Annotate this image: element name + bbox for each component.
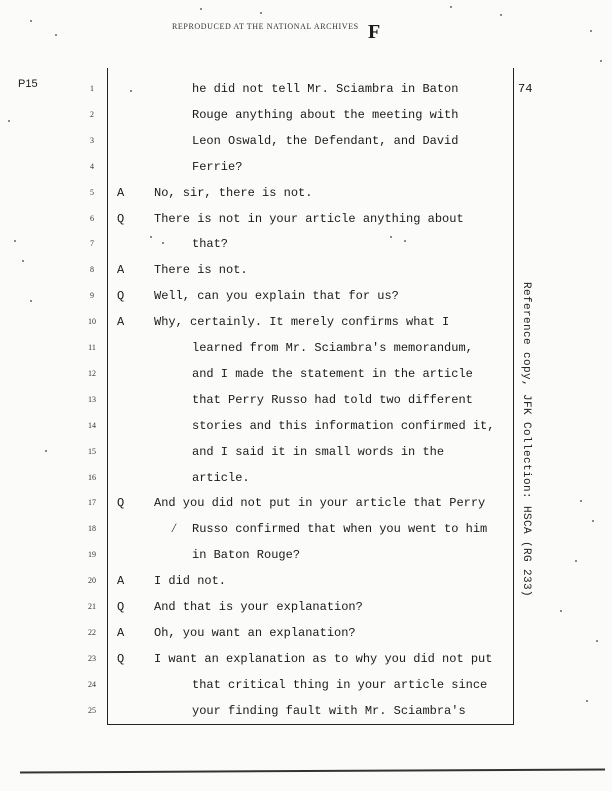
transcript-line: There is not. <box>154 263 248 278</box>
speckle <box>600 60 602 62</box>
speckle <box>150 236 152 238</box>
speckle <box>575 560 577 562</box>
line-number: 8 <box>90 265 94 275</box>
transcript-line: Ferrie? <box>192 159 243 174</box>
speckle <box>22 260 24 262</box>
line-number: 9 <box>90 291 94 301</box>
margin-mark: / <box>172 520 176 535</box>
line-number: 25 <box>88 705 96 715</box>
speckle <box>596 640 598 642</box>
transcript-line: Why, certainly. It merely confirms what I <box>154 315 450 330</box>
transcript-line: I did not. <box>154 574 227 589</box>
line-number: 18 <box>88 524 96 534</box>
speaker-label: Q <box>117 289 125 304</box>
speckle <box>592 520 594 522</box>
speckle <box>450 6 452 8</box>
transcript-line: your finding fault with Mr. Sciambra's <box>192 703 466 718</box>
line-number: 1 <box>90 84 94 93</box>
line-number: 5 <box>90 187 94 197</box>
line-number: 23 <box>88 653 96 663</box>
page-id: P15 <box>18 78 38 90</box>
speckle <box>45 450 47 452</box>
speckle <box>14 240 16 242</box>
line-number: 16 <box>88 472 96 482</box>
line-number: 7 <box>90 239 94 249</box>
transcript-line: stories and this information confirmed it, <box>192 418 495 433</box>
speckle <box>586 700 588 702</box>
transcript-line: Leon Oswald, the Defendant, and David <box>192 133 459 148</box>
transcript-line: No, sir, there is not. <box>154 185 313 200</box>
transcript-line: I want an explanation as to why you did not put <box>154 651 493 666</box>
transcript-line: And that is your explanation? <box>154 600 363 614</box>
line-number: 3 <box>90 135 94 145</box>
transcript-line: There is not in your article anything about <box>154 211 464 226</box>
speckle <box>8 120 10 122</box>
transcript-line: in Baton Rouge? <box>192 548 301 563</box>
speckle <box>580 500 582 502</box>
transcript-line: article. <box>192 470 250 485</box>
line-number: 12 <box>88 368 96 378</box>
speaker-label: A <box>117 185 125 200</box>
line-number: 21 <box>88 602 96 611</box>
speckle <box>200 8 202 10</box>
transcript-line: and I said it in small words in the <box>192 444 445 459</box>
page-number: 74 <box>518 82 533 96</box>
archive-header: REPRODUCED AT THE NATIONAL ARCHIVES <box>172 22 359 31</box>
speaker-label: A <box>117 263 125 278</box>
transcript-line: Well, can you explain that for us? <box>154 289 399 304</box>
line-number: 20 <box>88 576 96 586</box>
line-number: 17 <box>88 498 96 508</box>
transcript-line: Oh, you want an explanation? <box>154 625 356 640</box>
speckle <box>162 242 164 244</box>
speckle <box>404 240 406 242</box>
speaker-label: Q <box>117 496 125 511</box>
line-number: 14 <box>88 420 96 430</box>
speckle <box>30 20 32 22</box>
speckle <box>130 90 132 92</box>
archive-header-mark: F <box>368 21 381 43</box>
speaker-label: Q <box>117 600 125 614</box>
speckle <box>30 300 32 302</box>
line-number: 4 <box>90 161 94 171</box>
transcript-line: that Perry Russo had told two different <box>192 392 473 407</box>
speckle <box>55 34 57 36</box>
transcript-line: that critical thing in your article since <box>192 677 488 692</box>
transcript-line: Rouge anything about the meeting with <box>192 107 459 122</box>
bottom-rule <box>20 768 605 773</box>
speaker-label: Q <box>117 211 125 226</box>
transcript-line: learned from Mr. Sciambra's memorandum, <box>192 341 473 355</box>
speckle <box>590 30 592 32</box>
line-number: 15 <box>88 446 96 456</box>
reference-copy-stamp: Reference copy, JFK Collection: HSCA (RG 233) <box>520 282 532 598</box>
line-number: 13 <box>88 394 96 404</box>
transcript-line: and I made the statement in the article <box>192 366 473 381</box>
speaker-label: A <box>117 315 125 330</box>
transcript-line: he did not tell Mr. Sciambra in Baton <box>192 82 459 96</box>
line-number: 24 <box>88 679 96 689</box>
transcript-line: that? <box>192 237 229 252</box>
speckle <box>260 12 262 14</box>
line-number: 11 <box>88 343 96 352</box>
speaker-label: Q <box>117 651 125 666</box>
line-number: 6 <box>90 213 94 223</box>
transcript-line: Russo confirmed that when you went to him <box>192 522 488 537</box>
line-number: 10 <box>88 317 96 327</box>
speckle <box>390 236 392 238</box>
line-number: 2 <box>90 109 94 119</box>
speaker-label: A <box>117 625 125 640</box>
speaker-label: A <box>117 574 125 589</box>
transcript-line: And you did not put in your article that Perry <box>154 496 486 511</box>
line-number: 22 <box>88 627 96 637</box>
speckle <box>500 14 502 16</box>
line-number: 19 <box>88 550 96 560</box>
speckle <box>560 610 562 612</box>
